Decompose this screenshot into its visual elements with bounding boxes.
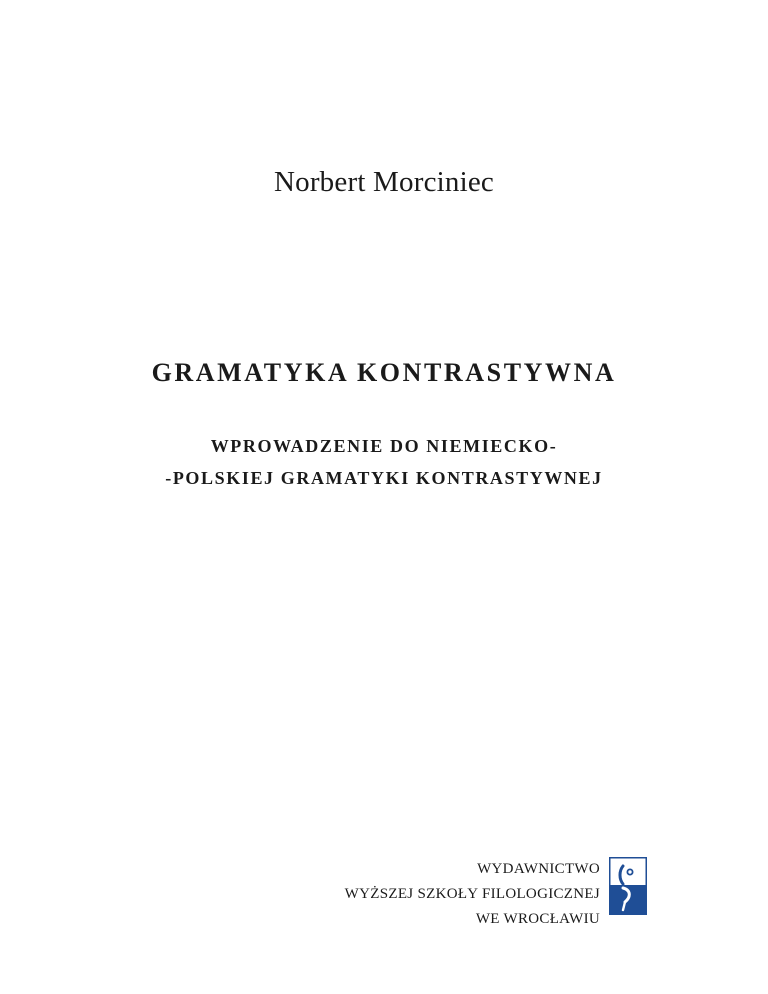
subtitle-line-2: -POLSKIEJ GRAMATYKI KONTRASTYWNEJ (165, 468, 603, 488)
publisher-logo-icon (609, 857, 647, 915)
book-title: GRAMATYKA KONTRASTYWNA (151, 358, 617, 387)
subtitle-line-1: WPROWADZENIE DO NIEMIECKO- (210, 436, 558, 456)
publisher-line-1: WYDAWNICTWO (477, 861, 600, 877)
publisher-line-3: WE WROCŁAWIU (475, 911, 600, 927)
book-subtitle (0, 430, 768, 494)
author-name: Norbert Morciniec (273, 166, 494, 198)
publisher-name (345, 857, 600, 932)
publisher-line-2: WYŻSZEJ SZKOŁY FILOLOGICZNEJ (344, 886, 600, 902)
